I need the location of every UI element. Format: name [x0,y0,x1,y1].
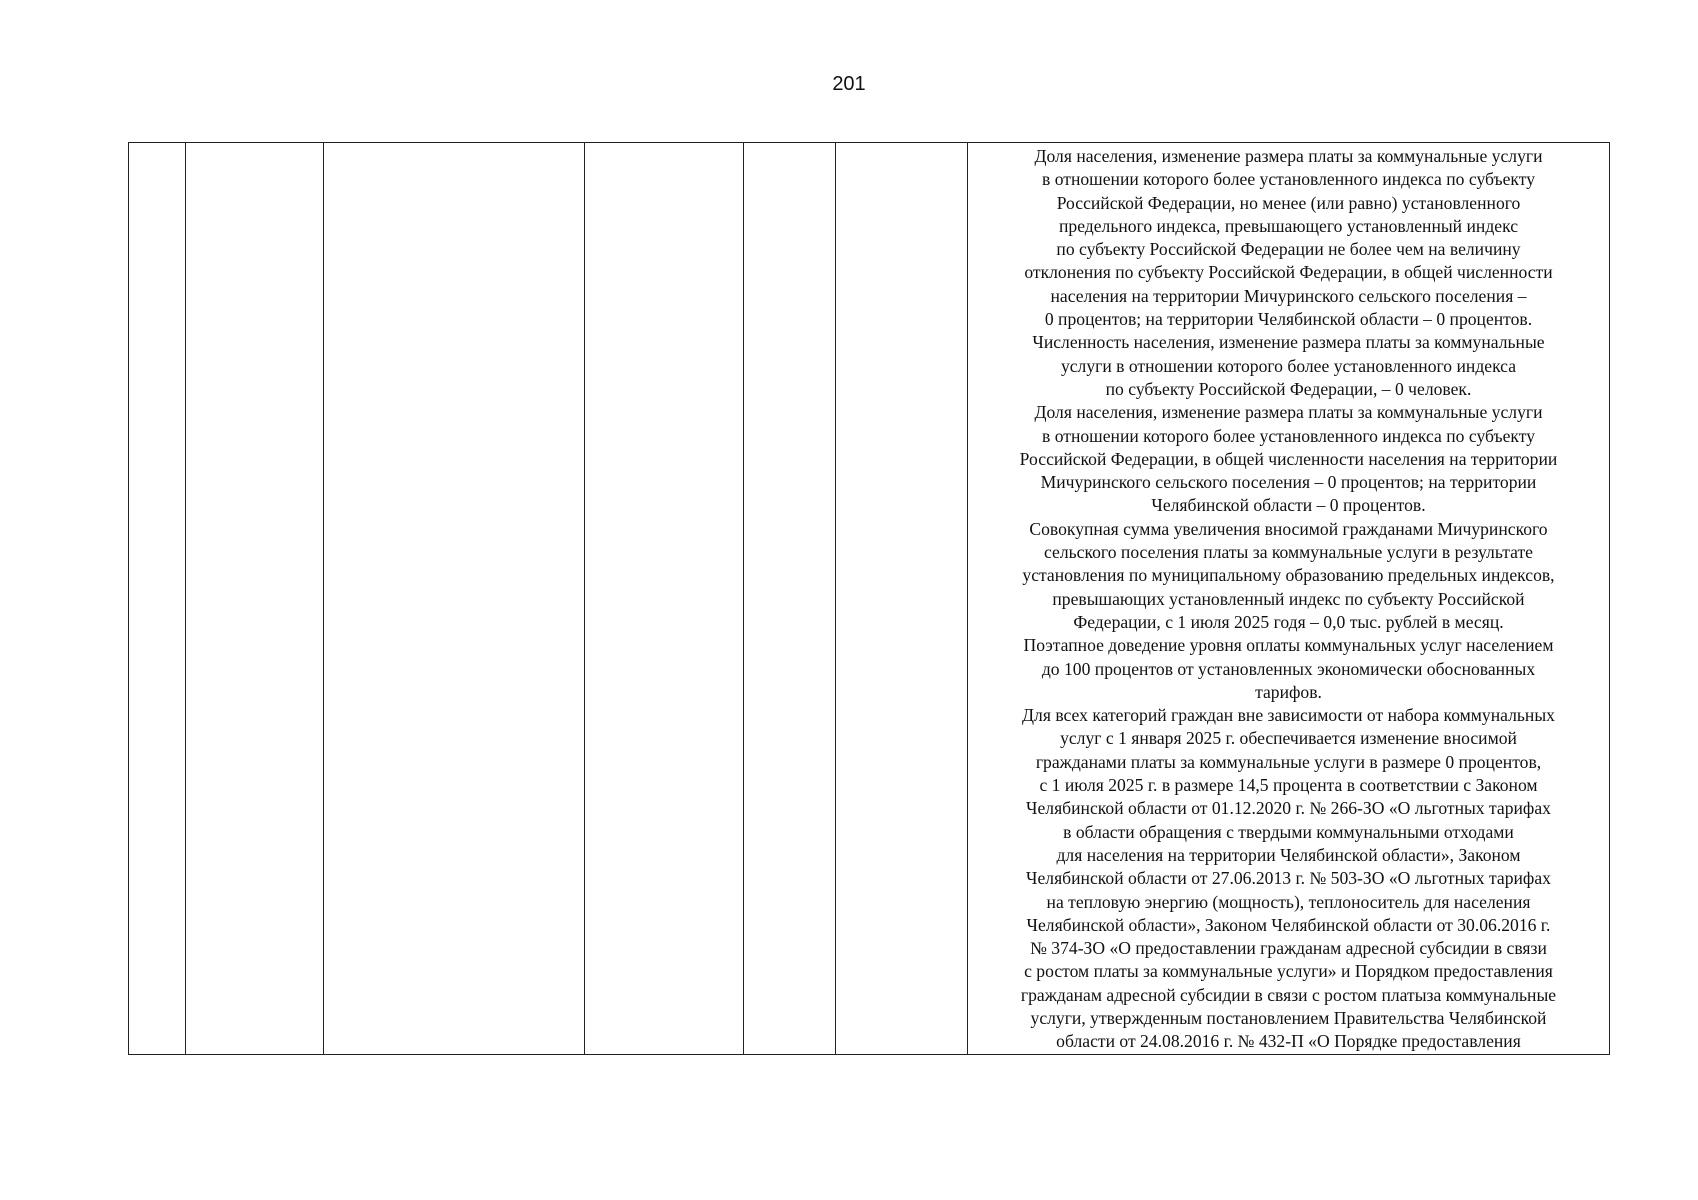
table-cell-col-4 [585,143,744,1055]
paragraph-line: 0 процентов; на территории Челябинской области – 0 процентов. [1044,309,1533,330]
paragraph-line: услуги в отношении которого более установленного индекса [1060,355,1517,376]
paragraph-line: сельского поселения платы за коммунальные услуги в результате [1044,542,1533,563]
paragraph-line: установления по муниципальному образованию предельных индексов, [1022,565,1555,586]
table-cell-col-1 [129,143,186,1055]
paragraph-line: № 374-ЗО «О предоставлении гражданам адресной субсидии в связи [1030,938,1547,959]
paragraph-line: Федерации, с 1 июля 2025 годя – 0,0 тыс. рублей в месяц. [1073,611,1504,632]
paragraph-line: Челябинской области», Законом Челябинской области от 30.06.2016 г. [1026,914,1551,935]
paragraph-line: на тепловую энергию (мощность), теплоноситель для населения [1046,891,1531,912]
paragraph-line: по субъекту Российской Федерации не более чем на величину [1056,239,1521,260]
paragraph-line: до 100 процентов от установленных экономически обоснованных [1041,658,1536,679]
paragraph-line: гражданами платы за коммунальные услуги в размере 0 процентов, [1035,751,1542,772]
paragraph-line: превышающих установленный индекс по субъекту Российской [1052,588,1525,609]
paragraph [968,331,1609,401]
paragraph-line: Российской Федерации, в общей численности населения на территории [1019,448,1558,469]
paragraph-line: Для всех категорий граждан вне зависимости от набора коммунальных [1022,705,1555,726]
paragraph-line: услуг с 1 января 2025 г. обеспечивается изменение вносимой [1060,728,1517,749]
table-cell-col-3 [324,143,585,1055]
paragraph-line: Мичуринского сельского поселения – 0 процентов; на территории [1040,472,1537,493]
paragraph-line: Численность населения, изменение размера платы за коммунальные [1032,332,1545,353]
table-cell-col-6 [836,143,968,1055]
paragraph-line: Челябинской области – 0 процентов. [1151,495,1426,516]
paragraph-line: области от 24.08.2016 г. № 432-П «О Порядке предоставления [1056,1031,1521,1052]
paragraph-line: Доля населения, изменение размера платы за коммунальные услуги [1034,146,1543,166]
table-cell-col-5 [744,143,836,1055]
paragraph-line: в области обращения с твердыми коммунальными отходами [1063,821,1514,842]
paragraph-line: тарифов. [1255,681,1322,702]
paragraph-line: с 1 июля 2025 г. в размере 14,5 процента в соответствии с Законом [1039,775,1538,796]
page-number: 201 [832,73,866,95]
paragraph-line: населения на территории Мичуринского сельского поселения – [1050,285,1527,306]
paragraph-line: услуги, утвержденным постановлением Правительства Челябинской [1030,1007,1547,1028]
paragraph-line: Челябинской области от 01.12.2020 г. № 266-ЗО «О льготных тарифах [1026,798,1551,819]
table-cell-col-2 [186,143,324,1055]
paragraph-line: с ростом платы за коммунальные услуги» и Порядком предоставления [1024,961,1553,982]
paragraph [968,518,1609,634]
document-table [128,142,1610,1055]
paragraph-line: гражданам адресной субсидии в связи с ростом платыза коммунальные [1020,984,1557,1005]
paragraph-line: по субъекту Российской Федерации, – 0 человек. [1105,378,1472,399]
paragraph-line: предельного индекса, превышающего установленный индекс [1058,215,1519,236]
paragraph [968,401,1609,517]
paragraph-line: Российской Федерации, но менее (или равно) установленного [1056,192,1521,213]
paragraph [968,704,1609,1053]
paragraph [968,145,1609,331]
paragraph-line: в отношении которого более установленного индекса по субъекту [1042,425,1535,446]
paragraph-line: Поэтапное доведение уровня оплаты коммунальных услуг населением [1023,635,1554,656]
paragraph [968,634,1609,704]
paragraph-line: для населения на территории Челябинской области», Законом [1056,844,1521,865]
table-cell-description [968,143,1610,1055]
paragraph-line: отклонения по субъекту Российской Федерации, в общей численности [1024,262,1553,283]
table-row [129,143,1610,1055]
paragraph-line: Челябинской области от 27.06.2013 г. № 503-ЗО «О льготных тарифах [1026,868,1551,889]
paragraph-line: Доля населения, изменение размера платы за коммунальные услуги [1034,402,1543,423]
paragraph-line: Совокупная сумма увеличения вносимой гражданами Мичуринского [1029,518,1548,539]
paragraph-line: в отношении которого более установленного индекса по субъекту [1042,169,1535,190]
